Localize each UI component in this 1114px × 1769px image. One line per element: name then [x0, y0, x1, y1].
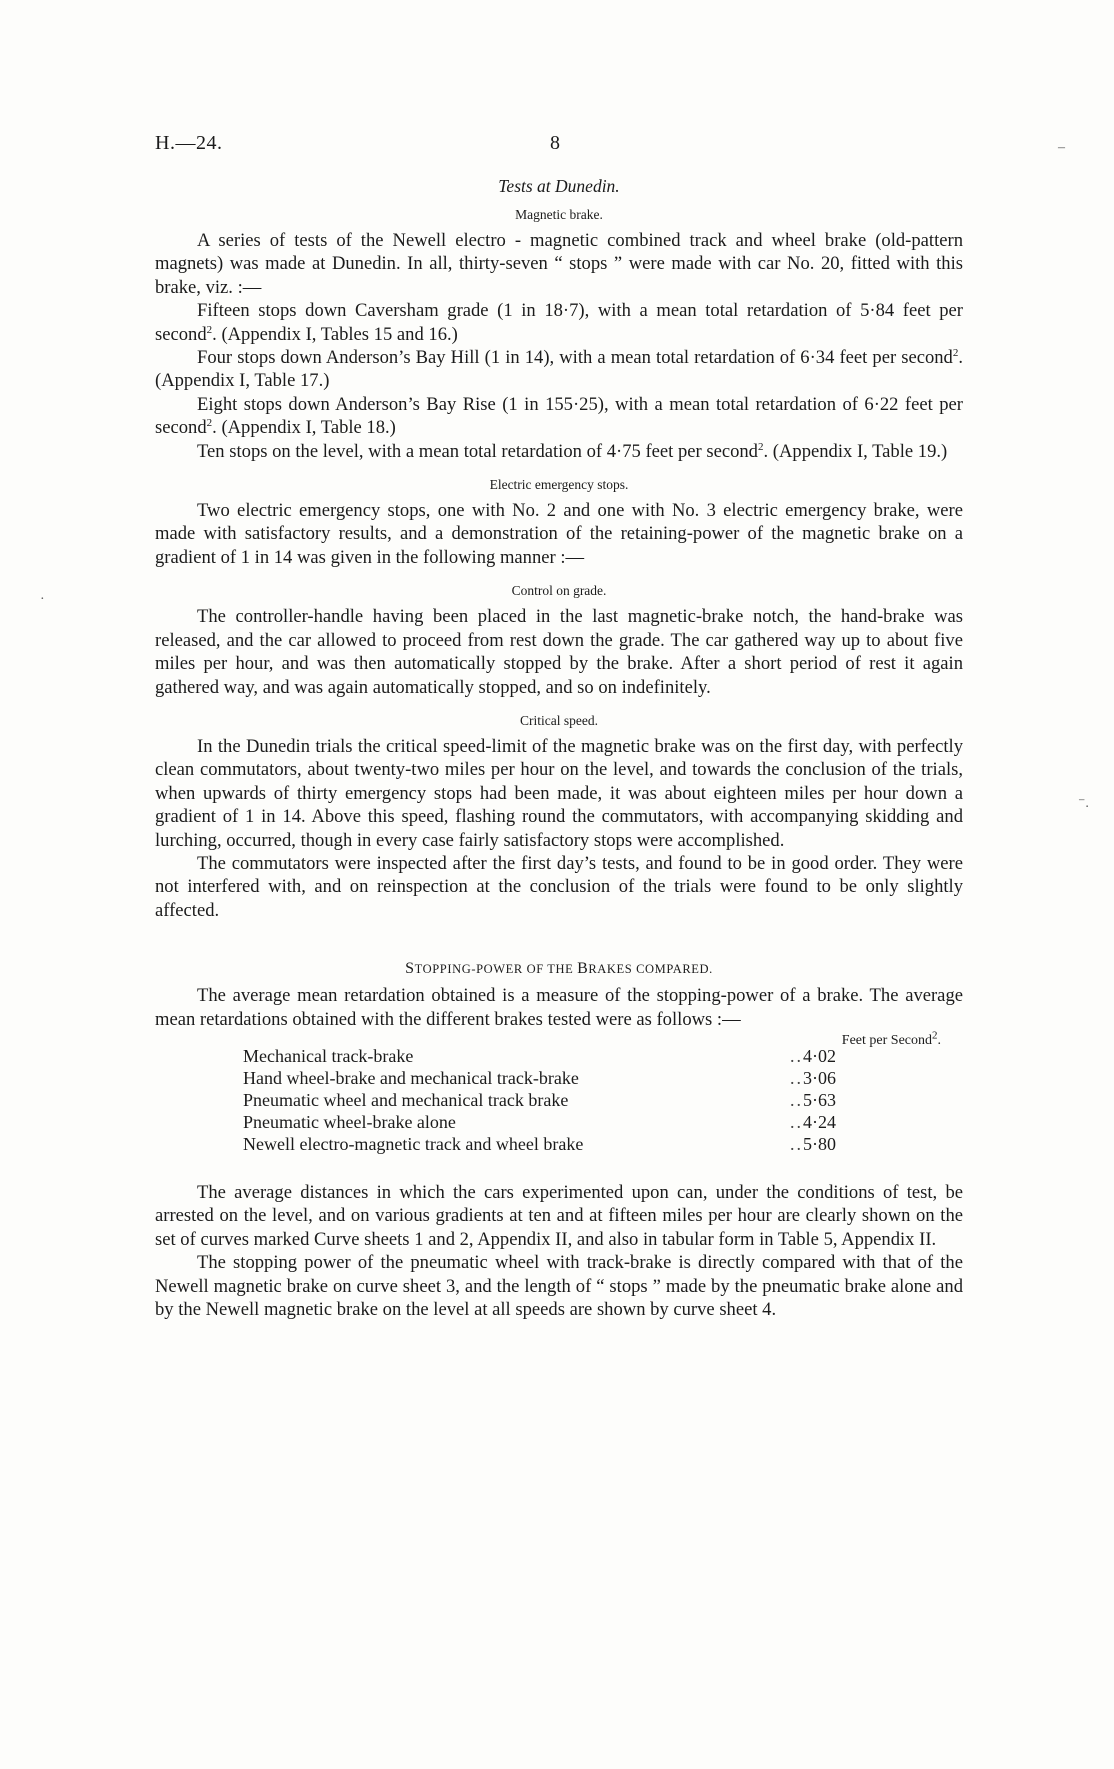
units-label: Feet per Second$^2$.: [841, 1029, 941, 1048]
margin-mark: –: [1058, 140, 1065, 155]
retardation-value: 4·02: [803, 1045, 836, 1066]
emergency-stops-heading: Electric emergency stops.: [489, 477, 629, 493]
brake-name: Pneumatic wheel-brake alone: [243, 1111, 456, 1132]
table-row: [243, 1067, 883, 1089]
table-row: [243, 1045, 883, 1067]
critical-speed-heading: Critical speed.: [520, 712, 598, 728]
brake-name: Newell electro-magnetic track and wheel brake: [243, 1133, 584, 1154]
brake-name: Pneumatic wheel and mechanical track brake: [243, 1089, 569, 1110]
table-row: [243, 1111, 883, 1133]
magnetic-item-2: Four stops down Anderson’s Bay Hill (1 in 14), with a mean total retardation of 6·34 feet per second$^2$. (Appendix I, Table 17.): [155, 346, 963, 392]
page-header: [155, 132, 963, 162]
control-on-grade-paragraph: The controller-handle having been placed in the last magnetic-brake notch, the hand-brake was released, and the car allowed to proceed from rest down the grade. The car gathered way up to about five miles per hour, and was then automatically stopped by the brake. After a short period of rest it again gathered way, and was again automatically stopped, and so on indefinitely.: [155, 606, 963, 698]
leader-dots: ..: [790, 1067, 803, 1088]
leader-dots: ..: [790, 1089, 803, 1110]
magnetic-item-3: Eight stops down Anderson’s Bay Rise (1 in 155·25), with a mean total retardation of 6·22 feet per second$^2$. (Appendix I, Table 18.): [155, 393, 963, 439]
page-number: 8: [550, 132, 560, 154]
leader-dots: ..: [790, 1045, 803, 1066]
leader-dots: ..: [790, 1111, 803, 1132]
magnetic-brake-heading: Magnetic brake.: [515, 207, 603, 222]
distances-paragraph: The average distances in which the cars experimented upon can, under the conditions of test, be arrested on the level, and on various gradients at ten and at fifteen miles per hour are clearly shown on the set of curves marked Curve sheets 1 and 2, Appendix II, and also in tabular form in Table 5, Appendix II.: [155, 1181, 963, 1250]
brake-name: Mechanical track-brake: [243, 1045, 414, 1066]
retardation-value: 5·80: [803, 1133, 836, 1154]
retardation-table: [243, 1045, 883, 1155]
critical-speed-paragraph-2: The commutators were inspected after the first day’s tests, and found to be in good order. They were not interfered with, and on reinspection at the conclusion of the trials were found to be only slightly affected.: [155, 852, 963, 921]
margin-mark: ⁻.: [1078, 796, 1089, 811]
critical-speed-paragraph-1: In the Dunedin trials the critical speed-limit of the magnetic brake was on the first day, with perfectly clean commutators, about twenty-two miles per hour on the level, and towards the conclusion of the trials, when upwards of thirty emergency stops had been made, it was about eighteen miles per hour down a gradient of 1 in 14. Above this speed, flashing round the commutators, with accompanying skidding and lurching, occurred, though in every case fairly satisfactory stops were accomplished.: [155, 735, 963, 851]
magnetic-intro-paragraph: A series of tests of the Newell electro - magnetic combined track and wheel brake (old-pattern magnets) was made at Dunedin. In all, thirty-seven “ stops ” were made with car No. 20, fitted with this brake, viz. :—: [155, 230, 963, 298]
brake-name: Hand wheel-brake and mechanical track-brake: [243, 1067, 579, 1088]
section-title: Tests at Dunedin.: [498, 176, 620, 196]
magnetic-item-4: Ten stops on the level, with a mean total retardation of 4·75 feet per second$^2$. (Appendix I, Table 19.): [197, 440, 948, 462]
curve-sheets-paragraph: The stopping power of the pneumatic wheel with track-brake is directly compared with that of the Newell magnetic brake on curve sheet 3, and the length of “ stops ” made by the pneumatic brake alone and by the Newell magnetic brake on the level at all speeds are shown by curve sheet 4.: [155, 1252, 963, 1320]
retardation-value: 5·63: [803, 1089, 836, 1110]
document-page: [155, 132, 963, 1321]
control-on-grade-heading: Control on grade.: [511, 583, 607, 599]
magnetic-item-1: Fifteen stops down Caversham grade (1 in 18·7), with a mean total retardation of 5·84 feet per second$^2$. (Appendix I, Tables 15 and 16.): [155, 300, 963, 345]
table-row: [243, 1089, 883, 1111]
retardation-value: 3·06: [803, 1067, 836, 1088]
table-row: [243, 1133, 883, 1155]
retardation-value: 4·24: [803, 1111, 836, 1132]
document-reference: H.—24.: [155, 132, 223, 154]
margin-mark: ·: [40, 592, 45, 607]
emergency-stops-paragraph: Two electric emergency stops, one with No. 2 and one with No. 3 electric emergency brake, were made with satisfactory results, and a demonstration of the retaining-power of the magnetic brake on a gradient of 1 in 14 was given in the following manner :—: [155, 500, 963, 568]
stopping-power-heading: STOPPING-POWER OF THE BRAKES COMPARED.: [405, 960, 713, 978]
stopping-power-intro: The average mean retardation obtained is a measure of the stopping-power of a brake. The average mean retardations obtained with the different brakes tested were as follows :—: [155, 985, 963, 1030]
leader-dots: ..: [790, 1133, 803, 1154]
